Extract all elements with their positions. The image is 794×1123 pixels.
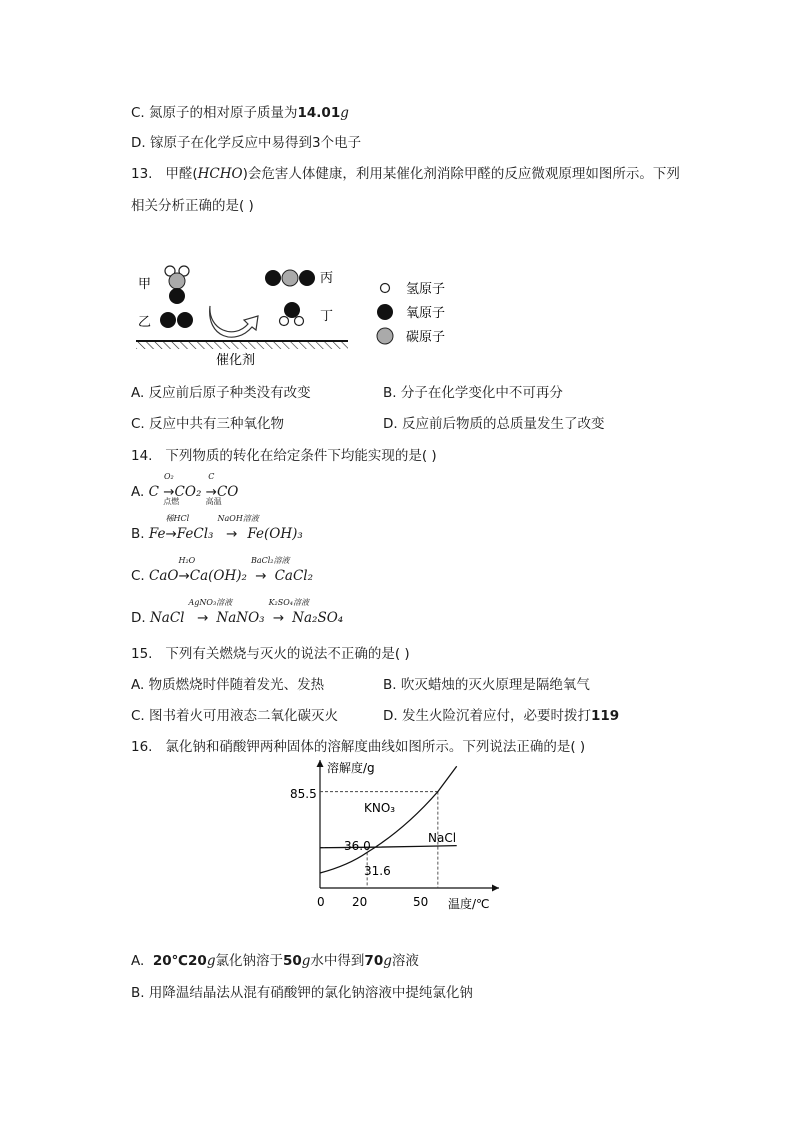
legend-c: 碳原子 [406, 330, 446, 345]
co2-o2 [299, 270, 315, 286]
arrow-2-icon: C → 高温 [205, 472, 222, 506]
q15-option-b[interactable]: B. 吹灭蜡烛的灭火原理是隔绝氧气 [383, 677, 590, 693]
y-value-360: 36.0 [344, 839, 371, 853]
y-value-855: 85.5 [290, 787, 317, 801]
formaldehyde-c [169, 273, 185, 289]
h2o-h2 [295, 317, 304, 326]
legend-h: 氢原子 [406, 282, 446, 297]
y-axis-label: 溶解度/g [327, 761, 375, 775]
x-tick-50: 50 [413, 895, 429, 909]
q14-stem: 14. 下列物质的转化在给定条件下均能实现的是( ) [131, 448, 437, 464]
oxygen-atom-1 [160, 312, 176, 328]
solubility-chart [280, 758, 510, 918]
oxygen-atom-2 [177, 312, 193, 328]
legend-c-icon [377, 328, 393, 344]
catalyst-hatch [136, 342, 348, 349]
x-tick-0: 0 [317, 895, 325, 909]
q16-stem: 16. 氯化钠和硝酸钾两种固体的溶解度曲线如图所示。下列说法正确的是( ) [131, 739, 586, 755]
h2o-o [284, 302, 300, 318]
label-yi: 乙 [138, 315, 152, 330]
formaldehyde-o [169, 288, 185, 304]
q12-option-d[interactable]: D. 镓原子在化学反应中易得到3个电子 [131, 135, 362, 151]
arrow-1-icon: H₂O → [178, 556, 196, 584]
q15-option-d[interactable]: D. 发生火险沉着应付，必要时拨打119 [383, 708, 620, 724]
x-tick-20: 20 [352, 895, 368, 909]
x-axis-arrow-icon [492, 885, 499, 892]
q13-stem-line2: 相关分析正确的是( ) [131, 198, 254, 214]
q13-stem: 13. 甲醛(HCHO)会危害人体健康，利用某催化剂消除甲醛的反应微观原理如图所示。下列 [131, 166, 680, 182]
y-value-316: 31.6 [364, 864, 391, 878]
q14-option-c[interactable]: C. CaO H₂O →Ca(OH)₂ BaCl₂溶液 → CaCl₂ [131, 556, 313, 584]
legend-o: 氧原子 [406, 306, 446, 321]
legend-h-icon [381, 284, 390, 293]
q13-option-a[interactable]: A. 反应前后原子种类没有改变 [131, 385, 311, 401]
arrow-1-icon: AgNO₃溶液 → [188, 598, 233, 626]
q15-option-a[interactable]: A. 物质燃烧时伴随着发光、发热 [131, 677, 325, 693]
co2-o1 [265, 270, 281, 286]
series-line-nacl [320, 846, 457, 848]
arrow-2-icon: K₂SO₄溶液 → [268, 598, 309, 626]
label-bing: 丙 [320, 271, 334, 286]
q14-option-d[interactable]: D. NaCl AgNO₃溶液 → NaNO₃ K₂SO₄溶液 → Na₂SO₄ [131, 598, 344, 626]
q15-stem: 15. 下列有关燃烧与灭火的说法不正确的是( ) [131, 646, 410, 662]
catalyst-label: 催化剂 [216, 353, 256, 368]
label-jia: 甲 [138, 277, 152, 292]
q13-reaction-diagram [130, 258, 470, 370]
q15-option-c[interactable]: C. 图书着火可用液态二氧化碳灭火 [131, 708, 339, 724]
q16-option-a[interactable]: A. 20℃20g氯化钠溶于50g水中得到70g溶液 [131, 953, 419, 969]
arrow-1-icon: 稀HCl → [165, 514, 190, 542]
q13-option-b[interactable]: B. 分子在化学变化中不可再分 [383, 385, 563, 401]
arrow-2-icon: NaOH溶液 → [217, 514, 259, 542]
q12-option-c[interactable]: C. 氮原子的相对原子质量为14.01g [131, 105, 349, 121]
y-axis-arrow-icon [317, 760, 324, 767]
legend-o-icon [377, 304, 393, 320]
series-label-nacl: NaCl [428, 831, 457, 845]
arrow-2-icon: BaCl₂溶液 → [250, 556, 290, 584]
reaction-arrow-icon [210, 306, 258, 337]
co2-c [282, 270, 298, 286]
q14-option-b[interactable]: B. Fe 稀HCl →FeCl₃ NaOH溶液 → Fe(OH)₃ [131, 514, 303, 542]
arrow-1-icon: O₂ → 点燃 [163, 472, 180, 506]
x-axis-label: 温度/℃ [448, 897, 490, 911]
label-ding: 丁 [320, 309, 334, 324]
q13-option-c[interactable]: C. 反应中共有三种氧化物 [131, 416, 285, 432]
q16-option-b[interactable]: B. 用降温结晶法从混有硝酸钾的氯化钠溶液中提纯氯化钠 [131, 985, 473, 1001]
series-line-kno3 [320, 766, 457, 873]
series-label-kno3: KNO₃ [364, 801, 396, 815]
q14-option-a[interactable]: A. C O₂ → 点燃 CO₂ C → 高温 CO [131, 472, 239, 506]
q13-option-d[interactable]: D. 反应前后物质的总质量发生了改变 [383, 416, 605, 432]
h2o-h1 [280, 317, 289, 326]
